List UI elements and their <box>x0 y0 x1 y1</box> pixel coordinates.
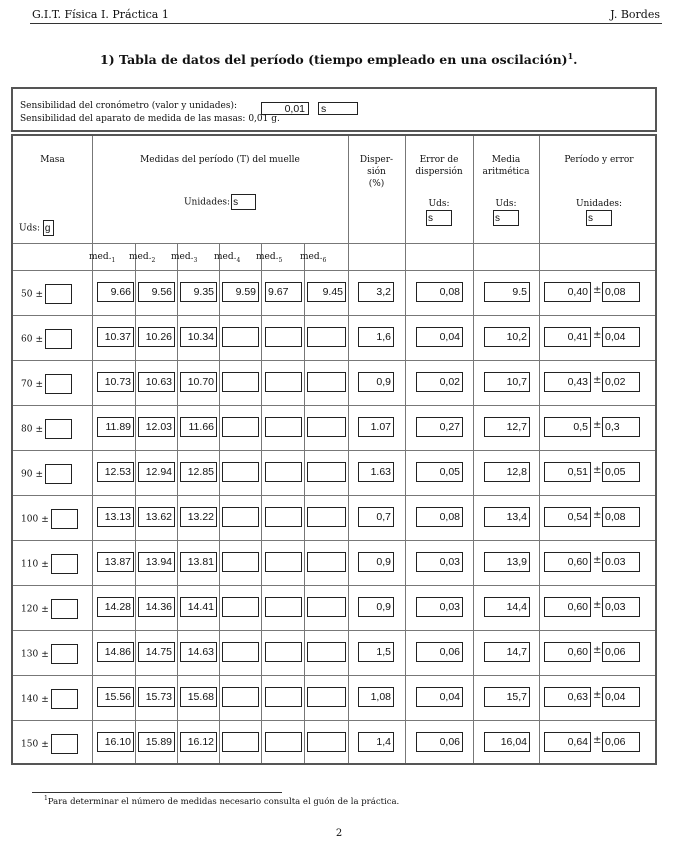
measurement-5-input[interactable]: 9.67 <box>265 282 302 302</box>
med-label-sub: 4 <box>236 256 241 264</box>
mean-input[interactable]: 13,9 <box>484 552 530 572</box>
mass-error-input[interactable] <box>45 284 72 304</box>
title-footnote-mark: 1 <box>567 51 574 61</box>
med-label-sub: 1 <box>111 256 116 264</box>
med-label-3 <box>171 252 197 264</box>
mean-header-line1: Media <box>491 155 521 165</box>
med-label-5 <box>256 252 282 264</box>
period-input[interactable]: 0,64 <box>544 732 591 752</box>
measurement-3-input[interactable]: 9.35 <box>180 282 217 302</box>
mean-input[interactable]: 15,7 <box>484 687 530 707</box>
measurement-6-input[interactable] <box>307 327 346 347</box>
med-label-1 <box>89 252 115 264</box>
measurement-2-input[interactable]: 10.63 <box>138 372 175 392</box>
dispersion-input[interactable]: 1,08 <box>358 687 394 707</box>
dispersion-error-input[interactable]: 0,06 <box>416 732 463 752</box>
measurement-1-input[interactable]: 16.10 <box>97 732 134 752</box>
period-input[interactable]: 0,54 <box>544 507 591 527</box>
period-data-table <box>11 134 657 765</box>
period-pm-symbol: ± <box>593 420 602 431</box>
measurement-5-input[interactable] <box>265 597 302 617</box>
measurement-2-input[interactable]: 10.26 <box>138 327 175 347</box>
period-error-units-label: Unidades: <box>575 199 623 209</box>
mass-value: 70 <box>21 379 33 390</box>
mass-cell <box>21 374 72 394</box>
measurement-4-input[interactable] <box>222 732 259 752</box>
row-divider <box>13 450 655 451</box>
measurement-4-input[interactable]: 9.59 <box>222 282 259 302</box>
row-divider <box>13 630 655 631</box>
footnote-mark: 1 <box>44 795 48 802</box>
mass-pm-symbol: ± <box>41 694 49 705</box>
period-input[interactable]: 0,63 <box>544 687 591 707</box>
measurement-6-input[interactable] <box>307 642 346 662</box>
measurement-2-input[interactable]: 12.03 <box>138 417 175 437</box>
row-divider <box>13 720 655 721</box>
measurement-3-input[interactable]: 12.85 <box>180 462 217 482</box>
page-title: 1) Tabla de datos del período (tiempo empleado en una oscilación)$^1$. <box>100 51 578 68</box>
period-pm-symbol: ± <box>593 600 602 611</box>
header-rule <box>30 23 662 24</box>
dispersion-header-line1: Disper- <box>359 155 394 165</box>
dispersion-input[interactable]: 1,4 <box>358 732 394 752</box>
measurement-1-input[interactable]: 14.86 <box>97 642 134 662</box>
mass-pm-symbol: ± <box>41 649 49 660</box>
dispersion-header-line3: (%) <box>368 179 385 189</box>
period-pm-symbol: ± <box>593 510 602 521</box>
mass-value: 130 <box>21 649 39 660</box>
measurement-4-input[interactable] <box>222 462 259 482</box>
mean-units <box>473 198 539 226</box>
measurement-3-input[interactable]: 14.63 <box>180 642 217 662</box>
mean-input[interactable]: 12,7 <box>484 417 530 437</box>
mass-error-input[interactable] <box>51 509 78 529</box>
mass-error-input[interactable] <box>51 599 78 619</box>
mass-pm-symbol: ± <box>35 334 43 345</box>
period-error-input[interactable]: 0,04 <box>602 327 640 347</box>
measurement-3-input[interactable]: 13.81 <box>180 552 217 572</box>
measurement-6-input[interactable] <box>307 552 346 572</box>
measurement-1-input[interactable]: 9.66 <box>97 282 134 302</box>
measurement-6-input[interactable] <box>307 507 346 527</box>
error-units-label: Uds: <box>428 199 450 209</box>
mass-cell <box>21 329 72 349</box>
period-input[interactable]: 0,60 <box>544 597 591 617</box>
mass-cell <box>21 599 78 619</box>
period-error-input[interactable]: 0,06 <box>602 642 640 662</box>
mean-input[interactable]: 9.5 <box>484 282 530 302</box>
med-label-6 <box>300 252 326 264</box>
row-divider <box>13 540 655 541</box>
period-error-units <box>539 198 659 226</box>
mean-input[interactable]: 12,8 <box>484 462 530 482</box>
chrono-sensitivity-value[interactable]: 0,01 <box>261 102 309 115</box>
measurement-5-input[interactable] <box>265 372 302 392</box>
period-pm-symbol: ± <box>593 645 602 656</box>
measurement-5-input[interactable] <box>265 552 302 572</box>
mass-cell <box>21 644 78 664</box>
period-pm-symbol: ± <box>593 465 602 476</box>
error-units <box>405 198 473 226</box>
dispersion-input[interactable]: 1.07 <box>358 417 394 437</box>
measurement-3-input[interactable]: 15.68 <box>180 687 217 707</box>
mean-header-line2: aritmética <box>482 167 530 177</box>
measurement-5-input[interactable] <box>265 327 302 347</box>
measurement-3-input[interactable]: 16.12 <box>180 732 217 752</box>
measurement-2-input[interactable]: 13.62 <box>138 507 175 527</box>
med-label-prefix: med. <box>129 252 152 262</box>
period-error-input[interactable]: 0.03 <box>602 552 640 572</box>
dispersion-input[interactable]: 1,5 <box>358 642 394 662</box>
dispersion-input[interactable]: 3,2 <box>358 282 394 302</box>
dispersion-input[interactable]: 0,9 <box>358 552 394 572</box>
dispersion-input[interactable]: 1.63 <box>358 462 394 482</box>
dispersion-error-input[interactable]: 0,06 <box>416 642 463 662</box>
med-label-prefix: med. <box>89 252 112 262</box>
period-units <box>92 194 348 210</box>
period-pm-symbol: ± <box>593 690 602 701</box>
period-input[interactable]: 0,60 <box>544 552 591 572</box>
mass-error-input[interactable] <box>51 734 78 754</box>
measurement-6-input[interactable] <box>307 687 346 707</box>
period-input[interactable]: 0,41 <box>544 327 591 347</box>
title-text: 1) Tabla de datos del período (tiempo empleado en una oscilación) <box>100 52 568 68</box>
period-input[interactable]: 0,60 <box>544 642 591 662</box>
mean-units-label: Uds: <box>495 199 517 209</box>
period-measures-header: Medidas del período (T) del muelle <box>140 155 300 165</box>
chrono-sensitivity-label: Sensibilidad del cronómetro (valor y unidades): <box>20 101 238 111</box>
row-divider <box>13 405 655 406</box>
measurement-2-input[interactable]: 13.94 <box>138 552 175 572</box>
mass-value: 120 <box>21 604 39 615</box>
med-label-sub: 6 <box>322 256 327 264</box>
measurement-1-input[interactable]: 10.73 <box>97 372 134 392</box>
dispersion-error-input[interactable]: 0,02 <box>416 372 463 392</box>
period-pm-symbol: ± <box>593 375 602 386</box>
error-units-box[interactable]: s <box>426 210 452 226</box>
dispersion-error-input[interactable]: 0,03 <box>416 552 463 572</box>
dispersion-error-input[interactable]: 0,27 <box>416 417 463 437</box>
mass-pm-symbol: ± <box>35 469 43 480</box>
measurement-1-input[interactable]: 11.89 <box>97 417 134 437</box>
mass-units <box>19 220 54 236</box>
measurement-1-input[interactable]: 14.28 <box>97 597 134 617</box>
error-header <box>405 154 473 178</box>
measurement-4-input[interactable] <box>222 642 259 662</box>
dispersion-header <box>348 154 405 190</box>
page-number: 2 <box>335 828 343 839</box>
measurement-2-input[interactable]: 12.94 <box>138 462 175 482</box>
dispersion-error-input[interactable]: 0,05 <box>416 462 463 482</box>
period-pm-symbol: ± <box>593 555 602 566</box>
med-label-prefix: med. <box>300 252 323 262</box>
period-error-input[interactable]: 0,3 <box>602 417 640 437</box>
period-error-input[interactable]: 0,04 <box>602 687 640 707</box>
measurement-6-input[interactable] <box>307 417 346 437</box>
measurement-5-input[interactable] <box>265 507 302 527</box>
mass-error-input[interactable] <box>51 644 78 664</box>
measurement-4-input[interactable] <box>222 507 259 527</box>
measurement-3-input[interactable]: 13.22 <box>180 507 217 527</box>
period-pm-symbol: ± <box>593 330 602 341</box>
footnote <box>44 795 399 807</box>
measurement-6-input[interactable] <box>307 597 346 617</box>
mass-cell <box>21 509 78 529</box>
dispersion-input[interactable]: 1,6 <box>358 327 394 347</box>
measurement-2-input[interactable]: 9.56 <box>138 282 175 302</box>
mean-units-box[interactable]: s <box>493 210 519 226</box>
mass-pm-symbol: ± <box>41 604 49 615</box>
dispersion-error-input[interactable]: 0,03 <box>416 597 463 617</box>
measurement-4-input[interactable] <box>222 372 259 392</box>
row-divider <box>13 585 655 586</box>
mass-value: 90 <box>21 469 33 480</box>
row-divider <box>13 495 655 496</box>
sensitivity-panel <box>11 87 657 132</box>
mass-value: 50 <box>21 289 33 300</box>
measurement-3-input[interactable]: 10.70 <box>180 372 217 392</box>
period-input[interactable]: 0,51 <box>544 462 591 482</box>
mass-pm-symbol: ± <box>35 424 43 435</box>
period-error-input[interactable]: 0,08 <box>602 282 640 302</box>
period-input[interactable]: 0,5 <box>544 417 591 437</box>
measurement-2-input[interactable]: 15.89 <box>138 732 175 752</box>
mass-cell <box>21 419 72 439</box>
med-label-sub: 2 <box>151 256 156 264</box>
mean-input[interactable]: 13,4 <box>484 507 530 527</box>
error-header-line1: Error de <box>419 155 459 165</box>
mass-value: 60 <box>21 334 33 345</box>
mass-cell <box>21 689 78 709</box>
chrono-sensitivity-unit[interactable]: s <box>318 102 358 115</box>
error-header-line2: dispersión <box>415 167 463 177</box>
mass-value: 100 <box>21 514 39 525</box>
med-label-sub: 3 <box>193 256 198 264</box>
measurement-4-input[interactable] <box>222 597 259 617</box>
mass-value: 110 <box>21 559 39 570</box>
med-label-4 <box>214 252 240 264</box>
measurement-6-input[interactable]: 9.45 <box>307 282 346 302</box>
period-input[interactable]: 0,43 <box>544 372 591 392</box>
measurement-6-input[interactable] <box>307 372 346 392</box>
mass-error-input[interactable] <box>45 464 72 484</box>
dispersion-header-line2: sión <box>367 167 386 177</box>
dispersion-error-input[interactable]: 0,08 <box>416 507 463 527</box>
med-label-prefix: med. <box>256 252 279 262</box>
mass-error-input[interactable] <box>51 689 78 709</box>
med-label-prefix: med. <box>171 252 194 262</box>
measurement-5-input[interactable] <box>265 417 302 437</box>
period-error-input[interactable]: 0,03 <box>602 597 640 617</box>
measurement-1-input[interactable]: 15.56 <box>97 687 134 707</box>
period-error-header: Período y error <box>564 155 634 165</box>
measurement-5-input[interactable] <box>265 462 302 482</box>
dispersion-input[interactable]: 0,7 <box>358 507 394 527</box>
measurement-2-input[interactable]: 14.36 <box>138 597 175 617</box>
mass-units-box[interactable]: g <box>43 220 54 236</box>
mean-input[interactable]: 10,2 <box>484 327 530 347</box>
period-error-input[interactable]: 0,06 <box>602 732 640 752</box>
measurement-5-input[interactable] <box>265 687 302 707</box>
mass-cell <box>21 734 78 754</box>
measurement-3-input[interactable]: 14.41 <box>180 597 217 617</box>
measurement-1-input[interactable]: 13.87 <box>97 552 134 572</box>
mass-cell <box>21 464 72 484</box>
header-right: J. Bordes <box>610 8 660 21</box>
period-error-input[interactable]: 0,02 <box>602 372 640 392</box>
period-error-input[interactable]: 0,05 <box>602 462 640 482</box>
measurement-1-input[interactable]: 13.13 <box>97 507 134 527</box>
measurement-2-input[interactable]: 14.75 <box>138 642 175 662</box>
mass-value: 140 <box>21 694 39 705</box>
mean-input[interactable]: 10,7 <box>484 372 530 392</box>
measurement-3-input[interactable]: 10.34 <box>180 327 217 347</box>
row-divider <box>13 360 655 361</box>
measurement-5-input[interactable] <box>265 732 302 752</box>
measurement-4-input[interactable] <box>222 687 259 707</box>
mass-pm-symbol: ± <box>35 379 43 390</box>
measurement-6-input[interactable] <box>307 732 346 752</box>
measurement-3-input[interactable]: 11.66 <box>180 417 217 437</box>
mass-error-input[interactable] <box>45 374 72 394</box>
mass-pm-symbol: ± <box>41 739 49 750</box>
measurement-2-input[interactable]: 15.73 <box>138 687 175 707</box>
dispersion-error-input[interactable]: 0,08 <box>416 282 463 302</box>
mass-value: 150 <box>21 739 39 750</box>
mass-units-label: Uds: <box>19 223 40 234</box>
mass-cell <box>21 284 72 304</box>
mass-pm-symbol: ± <box>41 514 49 525</box>
mean-input[interactable]: 16,04 <box>484 732 530 752</box>
dispersion-input[interactable]: 0,9 <box>358 372 394 392</box>
mass-value: 80 <box>21 424 33 435</box>
mean-input[interactable]: 14,4 <box>484 597 530 617</box>
med-label-2 <box>129 252 155 264</box>
measurement-1-input[interactable]: 12.53 <box>97 462 134 482</box>
period-error-units-box[interactable]: s <box>586 210 612 226</box>
footnote-rule <box>32 792 282 793</box>
row-divider <box>13 675 655 676</box>
mass-error-input[interactable] <box>51 554 78 574</box>
measurement-6-input[interactable] <box>307 462 346 482</box>
period-units-box[interactable]: s <box>231 194 256 210</box>
mass-sensitivity-label: Sensibilidad del aparato de medida de las masas: 0,01 g. <box>20 114 280 124</box>
dispersion-input[interactable]: 0,9 <box>358 597 394 617</box>
measurement-4-input[interactable] <box>222 327 259 347</box>
row-divider <box>13 315 655 316</box>
med-label-prefix: med. <box>214 252 237 262</box>
period-units-label: Unidades: <box>183 197 231 208</box>
mean-input[interactable]: 14,7 <box>484 642 530 662</box>
mass-error-input[interactable] <box>45 419 72 439</box>
mass-pm-symbol: ± <box>35 289 43 300</box>
period-error-input[interactable]: 0,08 <box>602 507 640 527</box>
dispersion-error-input[interactable]: 0,04 <box>416 327 463 347</box>
mass-header: Masa <box>40 155 65 165</box>
dispersion-error-input[interactable]: 0,04 <box>416 687 463 707</box>
measurement-1-input[interactable]: 10.37 <box>97 327 134 347</box>
mass-error-input[interactable] <box>45 329 72 349</box>
footnote-text: Para determinar el número de medidas necesario consulta el guón de la práctica. <box>47 796 400 807</box>
measurement-4-input[interactable] <box>222 417 259 437</box>
mass-pm-symbol: ± <box>41 559 49 570</box>
mean-header <box>473 154 539 178</box>
period-input[interactable]: 0,40 <box>544 282 591 302</box>
header-left: G.I.T. Física I. Práctica 1 <box>32 8 169 21</box>
period-pm-symbol: ± <box>593 735 602 746</box>
measurement-5-input[interactable] <box>265 642 302 662</box>
med-label-sub: 5 <box>278 256 283 264</box>
period-pm-symbol: ± <box>593 285 602 296</box>
measurement-4-input[interactable] <box>222 552 259 572</box>
mass-cell <box>21 554 78 574</box>
